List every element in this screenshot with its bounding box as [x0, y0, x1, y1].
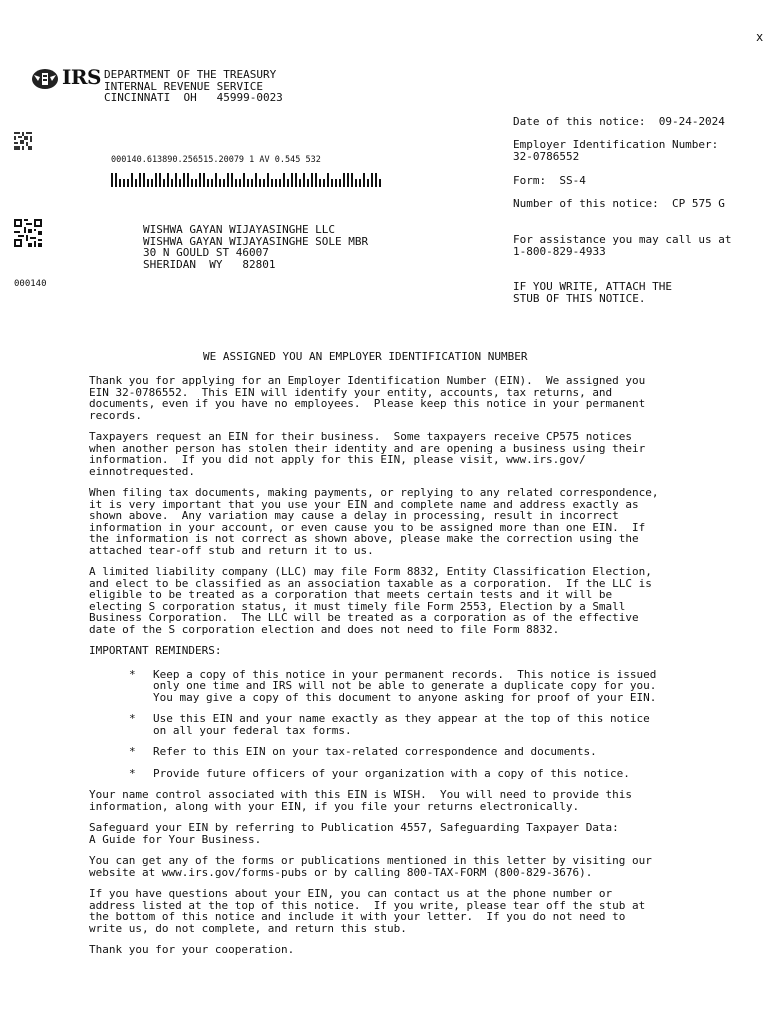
dept-line: DEPARTMENT OF THE TREASURY — [104, 68, 277, 81]
assistance-text: For assistance you may call us at — [513, 233, 732, 246]
bullet-star-icon: * — [129, 712, 136, 725]
paragraph-questions: If you have questions about your EIN, you can contact us at the phone number or address listed at the top of this notice. If you write, please tear off the stub at the bottom of this notice and include it with your letter. If you do not need to write us, do not complete, and return this stub. — [89, 887, 646, 935]
write-line: IF YOU WRITE, ATTACH THE — [513, 280, 672, 293]
notice-date-row — [513, 116, 725, 128]
small-qr-code-icon — [14, 132, 32, 150]
department-address — [104, 69, 283, 104]
sequence-code: 000140.613890.256515.20079 1 AV 0.545 532 — [111, 155, 321, 165]
list-item-text: Provide future officers of your organization with a copy of this notice. — [153, 766, 630, 780]
irs-wordmark: IRS — [62, 65, 101, 89]
reminders-heading: IMPORTANT REMINDERS: — [89, 644, 222, 657]
postal-barcode-icon — [111, 172, 386, 188]
date-value: 09-24-2024 — [658, 115, 725, 128]
list-item — [129, 713, 755, 736]
paragraph-name-control: Your name control associated with this EIN is WISH. You will need to provide this information, along with your EIN, if you file your returns electronically. — [89, 788, 633, 813]
list-item-text: Keep a copy of this notice in your permanent records. This notice is issued only one time and IRS will not be able to generate a duplicate copy for you. You may give a copy of this document to anyone asking for proof of your EIN. — [153, 667, 657, 704]
letter-heading: WE ASSIGNED YOU AN EMPLOYER IDENTIFICATION NUMBER — [203, 350, 528, 363]
paragraph-llc: A limited liability company (LLC) may file Form 8832, Entity Classification Election, and elect to be classified as an association taxable as a corporation. If the LLC is eligible to be treated as a corporation that meets certain tests and it will be electing S corporation status, it must timely file Form 2553, Election by a Small Business Corporation. The LLC will be treated as a corporation as of the effective date of the S corporation election and does not need to file Form 8832. — [89, 565, 652, 636]
dept-line: INTERNAL REVENUE SERVICE — [104, 79, 263, 93]
paragraph-closing: Thank you for your cooperation. — [89, 943, 295, 956]
qr-code-icon — [14, 219, 42, 247]
reminders-list — [89, 669, 755, 780]
ein-label: Employer Identification Number: — [513, 138, 719, 151]
recipient-line: 30 N GOULD ST 46007 — [143, 246, 269, 259]
list-item — [129, 669, 755, 704]
ein-block — [513, 139, 718, 162]
form-label: Form: — [513, 174, 547, 187]
bullet-star-icon: * — [129, 667, 136, 681]
date-label: Date of this notice: — [513, 115, 646, 128]
assistance-block — [513, 234, 732, 257]
dept-line: CINCINNATI OH 45999-0023 — [104, 91, 283, 104]
recipient-line: WISHWA GAYAN WIJAYASINGHE SOLE MBR — [143, 234, 369, 248]
list-item — [129, 768, 755, 780]
list-item-text: Refer to this EIN on your tax-related correspondence and documents. — [153, 745, 597, 758]
write-line: STUB OF THIS NOTICE. — [513, 291, 646, 305]
notice-number-value: CP 575 G — [671, 197, 725, 210]
write-instructions — [513, 281, 672, 304]
close-button[interactable]: x — [756, 30, 764, 44]
paragraph-identity-theft: Taxpayers request an EIN for their business. Some taxpayers receive CP575 notices when another person has stolen their identity and are opening a business using their information. If you did not apply for this EIN, please visit, www.irs.gov/ einnotrequested. — [89, 430, 646, 478]
notice-number-row — [513, 198, 725, 210]
paragraph-intro: Thank you for applying for an Employer Identification Number (EIN). We assigned you EIN 32-0786552. This EIN will identify your entity, accounts, tax returns, and documents, even if you have no employees. Please keep this notice in your permanent records. — [89, 374, 646, 422]
letter-body — [89, 375, 755, 966]
paragraph-safeguard: Safeguard your EIN by referring to Publication 4557, Safeguarding Taxpayer Data: A Guide for Your Business. — [89, 821, 619, 846]
irs-eagle-logo-icon — [30, 67, 60, 91]
paragraph-forms: You can get any of the forms or publications mentioned in this letter by visiting our website at www.irs.gov/forms-pubs or by calling 800-TAX-FORM (800-829-3676). — [89, 854, 652, 879]
form-row — [513, 175, 586, 187]
bullet-star-icon: * — [129, 745, 136, 758]
assistance-phone: 1-800-829-4933 — [513, 244, 606, 258]
recipient-line: SHERIDAN WY 82801 — [143, 257, 276, 271]
notice-number-label: Number of this notice: — [513, 197, 659, 210]
batch-code: 000140 — [14, 279, 47, 289]
paragraph-filing: When filing tax documents, making payments, or replying to any related correspondence, it is very important that you use your EIN and complete name and address exactly as shown above. Any variation may cause a delay in processing, result in incorrect information in your account, or even cause you to be assigned more than one EIN. If the information is not correct as shown above, please make the correction using the attached tear-off stub and return it to us. — [89, 486, 659, 557]
recipient-line: WISHWA GAYAN WIJAYASINGHE LLC — [143, 223, 336, 236]
bullet-star-icon: * — [129, 766, 136, 780]
list-item — [129, 746, 755, 758]
ein-value: 32-0786552 — [513, 149, 580, 163]
recipient-address — [143, 224, 368, 270]
form-value: SS-4 — [559, 174, 586, 187]
list-item-text: Use this EIN and your name exactly as they appear at the top of this notice on all your federal tax forms. — [153, 712, 650, 737]
